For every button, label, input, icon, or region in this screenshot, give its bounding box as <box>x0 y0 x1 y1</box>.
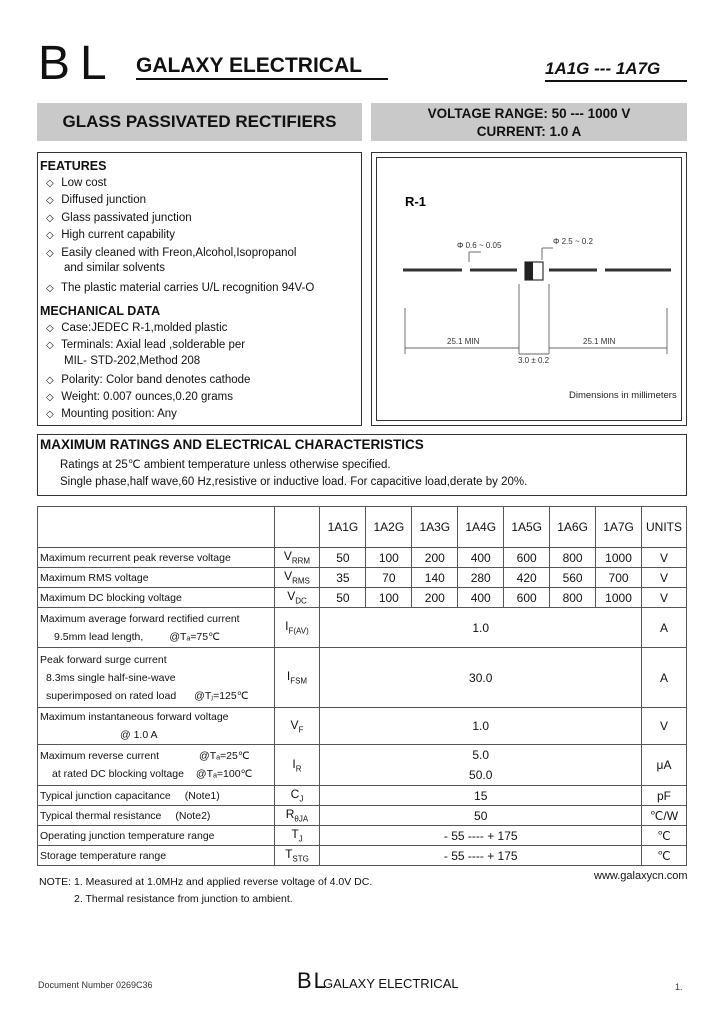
mechanical-item: ◇ Weight: 0.007 ounces,0.20 grams <box>46 389 233 406</box>
lead-diameter-label: Φ 0.6 ~ 0.05 <box>457 241 502 250</box>
cell-value: 560 <box>550 568 596 588</box>
body-diameter-label: Φ 2.5 ~ 0.2 <box>553 237 593 246</box>
current-rating: CURRENT: 1.0 A <box>476 124 582 139</box>
cell-unit: pF <box>642 786 687 806</box>
part-range-underline <box>545 80 687 82</box>
cell-unit: V <box>642 708 687 745</box>
table-row <box>38 708 687 745</box>
part-range: 1A1G --- 1A7G <box>545 59 661 78</box>
header-blank <box>274 507 320 548</box>
table-row <box>38 648 687 708</box>
left-lead-length: 25.1 MIN <box>447 337 480 346</box>
diamond-icon: ◇ <box>46 392 54 403</box>
cell-value: - 55 ---- + 175 <box>320 846 642 866</box>
mechanical-item: ◇ Polarity: Color band denotes cathode <box>46 372 250 389</box>
diamond-icon: ◇ <box>46 283 54 294</box>
row-symbol: $T_J$ <box>274 826 320 846</box>
row-symbol: $R_{\theta JA}$ <box>274 806 320 826</box>
body-length: 3.0 ± 0.2 <box>518 356 550 365</box>
cell-value: 35 <box>320 568 366 588</box>
table-row <box>38 826 687 846</box>
features-panel <box>37 152 362 426</box>
row-description: Typical junction capacitance (Note1) <box>38 786 275 806</box>
package-diagram-frame <box>376 157 682 421</box>
row-description: Maximum instantaneous forward voltage @ 1.0 A <box>38 708 275 745</box>
table-row <box>38 568 687 588</box>
feature-item: ◇ Easily cleaned with Freon,Alcohol,Isopropanol <box>46 245 296 262</box>
row-symbol: $I_{F(AV)}$ <box>274 608 320 648</box>
row-description: Maximum recurrent peak reverse voltage <box>38 548 275 568</box>
ratings-header-panel <box>37 434 687 496</box>
row-description: Peak forward surge current 8.3ms single half-sine-wave superimposed on rated load @Tⱼ=125℃ <box>38 648 275 708</box>
ratings-conditions-line2: Single phase,half wave,60 Hz,resistive or inductive load. For capacitive load,derate by 20%. <box>60 476 528 488</box>
header-underline <box>136 78 388 80</box>
feature-item: ◇ Diffused junction <box>46 192 146 209</box>
cell-value: 5.0 50.0 <box>320 745 642 786</box>
mechanical-heading: MECHANICAL DATA <box>40 304 161 318</box>
row-symbol: $V_F$ <box>274 708 320 745</box>
mechanical-item: ◇ Mounting position: Any <box>46 406 177 423</box>
column-header: 1A3G <box>412 507 458 548</box>
ratings-conditions-line1: Ratings at 25℃ ambient temperature unless otherwise specified. <box>60 459 391 471</box>
row-description: Maximum reverse current @Tₐ=25℃ at rated DC blocking voltage @Tₐ=100℃ <box>38 745 275 786</box>
table-row <box>38 588 687 608</box>
cell-value: 30.0 <box>320 648 642 708</box>
diamond-icon: ◇ <box>46 340 54 351</box>
cell-value: 200 <box>412 588 458 608</box>
row-description: Storage temperature range <box>38 846 275 866</box>
feature-item: ◇ Low cost <box>46 175 107 192</box>
features-heading: FEATURES <box>40 159 107 173</box>
title-banner <box>37 103 362 141</box>
cell-value: 70 <box>366 568 412 588</box>
note-2: 2. Thermal resistance from junction to ambient. <box>74 893 293 905</box>
table-row <box>38 846 687 866</box>
package-diagram-panel <box>371 152 687 426</box>
row-symbol: $V_{RMS}$ <box>274 568 320 588</box>
cell-unit: A <box>642 648 687 708</box>
cell-value: 15 <box>320 786 642 806</box>
diamond-icon: ◇ <box>46 323 54 334</box>
row-symbol: $I_{FSM}$ <box>274 648 320 708</box>
table-row <box>38 806 687 826</box>
diamond-icon: ◇ <box>46 248 54 259</box>
column-header: 1A1G <box>320 507 366 548</box>
cell-unit: ℃ <box>642 826 687 846</box>
row-description: Maximum DC blocking voltage <box>38 588 275 608</box>
feature-item-continuation: and similar solvents <box>64 262 165 274</box>
table-row <box>38 608 687 648</box>
row-description: Maximum RMS voltage <box>38 568 275 588</box>
column-header: 1A2G <box>366 507 412 548</box>
cell-value: 280 <box>458 568 504 588</box>
cell-unit: V <box>642 548 687 568</box>
cell-value: 1000 <box>596 548 642 568</box>
right-lead-length: 25.1 MIN <box>583 337 616 346</box>
cell-value: 1000 <box>596 588 642 608</box>
cell-value: 400 <box>458 548 504 568</box>
voltage-range: VOLTAGE RANGE: 50 --- 1000 V <box>427 106 631 121</box>
website-link[interactable]: www.galaxycn.com <box>594 870 688 882</box>
table-row <box>38 548 687 568</box>
ratings-table <box>37 506 687 866</box>
cell-value: 600 <box>504 588 550 608</box>
cell-value: 100 <box>366 548 412 568</box>
company-name: GALAXY ELECTRICAL <box>136 54 362 77</box>
cell-value: 800 <box>550 588 596 608</box>
row-description: Typical thermal resistance (Note2) <box>38 806 275 826</box>
row-symbol: $V_{RRM}$ <box>274 548 320 568</box>
row-symbol: $T_{STG}$ <box>274 846 320 866</box>
mechanical-item: ◇ Terminals: Axial lead ,solderable per <box>46 337 245 354</box>
diamond-icon: ◇ <box>46 409 54 420</box>
cell-value: 50 <box>320 548 366 568</box>
column-header: 1A4G <box>458 507 504 548</box>
diamond-icon: ◇ <box>46 375 54 386</box>
cell-unit: V <box>642 568 687 588</box>
diamond-icon: ◇ <box>46 213 54 224</box>
row-symbol: $C_J$ <box>274 786 320 806</box>
cell-unit: ℃ <box>642 846 687 866</box>
row-symbol: $I_R$ <box>274 745 320 786</box>
cell-value: - 55 ---- + 175 <box>320 826 642 846</box>
cell-value: 140 <box>412 568 458 588</box>
cell-value: 100 <box>366 588 412 608</box>
mechanical-item: ◇ Case:JEDEC R-1,molded plastic <box>46 320 227 337</box>
diamond-icon: ◇ <box>46 178 54 189</box>
dimensions-note: Dimensions in millimeters <box>569 390 677 401</box>
cell-value: 700 <box>596 568 642 588</box>
table-row <box>38 745 687 786</box>
document-number: Document Number 0269C36 <box>38 980 153 990</box>
ratings-title: MAXIMUM RATINGS AND ELECTRICAL CHARACTERISTICS <box>40 437 424 452</box>
feature-item: ◇ High current capability <box>46 227 175 244</box>
package-outline-drawing <box>377 158 683 422</box>
cell-value: 1.0 <box>320 608 642 648</box>
row-description: Operating junction temperature range <box>38 826 275 846</box>
cell-value: 1.0 <box>320 708 642 745</box>
voltage-banner <box>371 103 687 141</box>
footer-company: GALAXY ELECTRICAL <box>323 976 459 991</box>
feature-item: ◇ The plastic material carries U/L recognition 94V-O <box>46 280 314 297</box>
cell-value: 420 <box>504 568 550 588</box>
column-header: 1A5G <box>504 507 550 548</box>
cell-value: 400 <box>458 588 504 608</box>
note-1: NOTE: 1. Measured at 1.0MHz and applied reverse voltage of 4.0V DC. <box>39 876 373 888</box>
page-number: 1. <box>675 982 683 992</box>
cell-value: 200 <box>412 548 458 568</box>
header-blank <box>38 507 275 548</box>
mechanical-item-continuation: MIL- STD-202,Method 208 <box>64 355 201 367</box>
table-header-row <box>38 507 687 548</box>
page-title: GLASS PASSIVATED RECTIFIERS <box>62 112 337 131</box>
units-header: UNITS <box>642 507 687 548</box>
row-description: Maximum average forward rectified current 9.5mm lead length, @Tₐ=75℃ <box>38 608 275 648</box>
column-header: 1A6G <box>550 507 596 548</box>
cell-unit: V <box>642 588 687 608</box>
cell-value: 50 <box>320 806 642 826</box>
cell-value: 600 <box>504 548 550 568</box>
cathode-band <box>525 262 533 280</box>
cell-unit: μA <box>642 745 687 786</box>
package-label: R-1 <box>405 194 426 209</box>
cell-unit: ℃/W <box>642 806 687 826</box>
company-logo: BL <box>38 37 117 90</box>
table-row <box>38 786 687 806</box>
cell-value: 50 <box>320 588 366 608</box>
diamond-icon: ◇ <box>46 230 54 241</box>
column-header: 1A7G <box>596 507 642 548</box>
feature-item: ◇ Glass passivated junction <box>46 210 192 227</box>
row-symbol: $V_{DC}$ <box>274 588 320 608</box>
cell-value: 800 <box>550 548 596 568</box>
footer-logo: BL <box>297 968 328 993</box>
diamond-icon: ◇ <box>46 195 54 206</box>
cell-unit: A <box>642 608 687 648</box>
